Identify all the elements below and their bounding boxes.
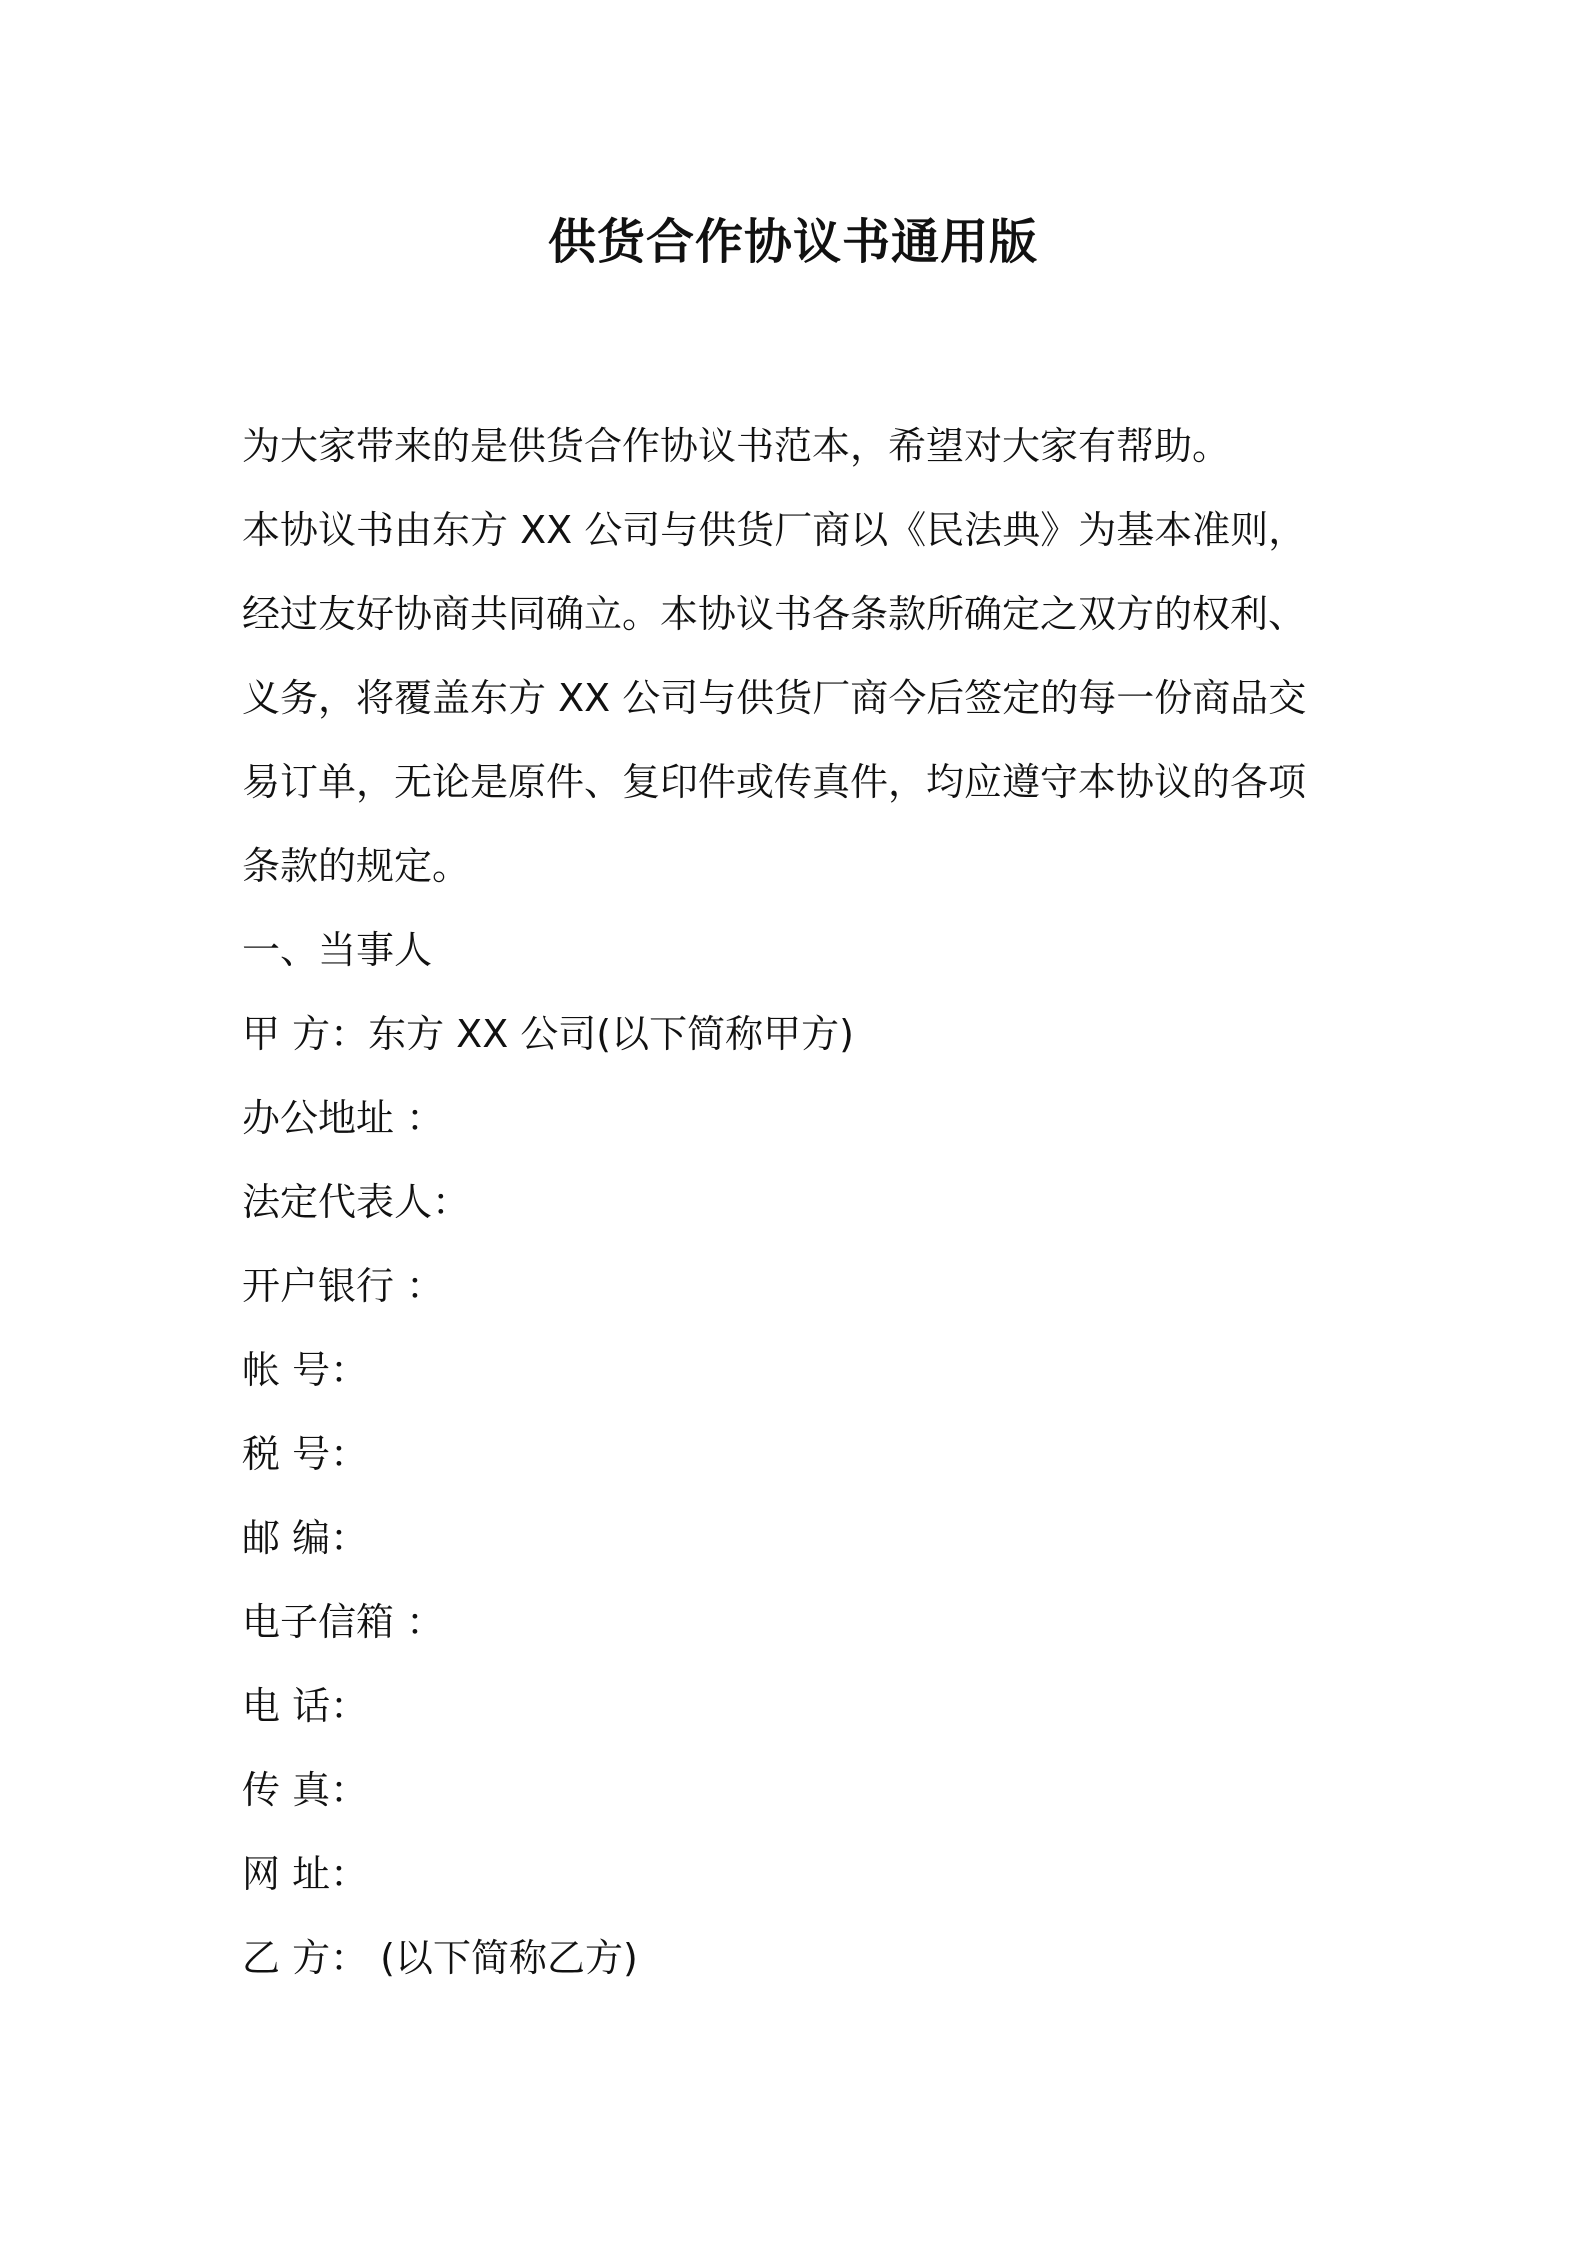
bank-field: 开户银行 ：	[242, 1264, 445, 1308]
email-field: 电子信箱 ：	[242, 1600, 445, 1644]
section-heading: 一、当事人	[242, 928, 433, 972]
party-b-line: 乙 方： (以下简称乙方)	[242, 1936, 638, 1980]
paragraph-line: 义务，将覆盖东方 XX 公司与供货厂商今后签定的每一份商品交	[242, 676, 1307, 720]
paragraph-line: 本协议书由东方 XX 公司与供货厂商以《民法典》为基本准则，	[242, 508, 1307, 552]
legal-representative-field: 法定代表人：	[242, 1180, 471, 1224]
document-body	[242, 404, 1372, 2000]
website-field: 网 址：	[242, 1852, 369, 1896]
postal-code-field: 邮 编：	[242, 1516, 369, 1560]
office-address-field: 办公地址 ：	[242, 1096, 445, 1140]
intro-line: 为大家带来的是供货合作协议书范本，希望对大家有帮助。	[242, 424, 1231, 468]
fax-field: 传 真：	[242, 1768, 369, 1812]
tax-number-field: 税 号：	[242, 1432, 369, 1476]
paragraph-line: 易订单，无论是原件、复印件或传真件，均应遵守本协议的各项	[242, 760, 1307, 804]
account-field: 帐 号：	[242, 1348, 369, 1392]
paragraph-line: 经过友好协商共同确立。本协议书各条款所确定之双方的权利、	[242, 592, 1307, 636]
document-title: 供货合作协议书通用版	[547, 214, 1038, 270]
paragraph-line: 条款的规定。	[242, 844, 471, 888]
phone-field: 电 话：	[242, 1684, 369, 1728]
party-a-line: 甲 方：东方 XX 公司(以下简称甲方)	[242, 1012, 854, 1056]
